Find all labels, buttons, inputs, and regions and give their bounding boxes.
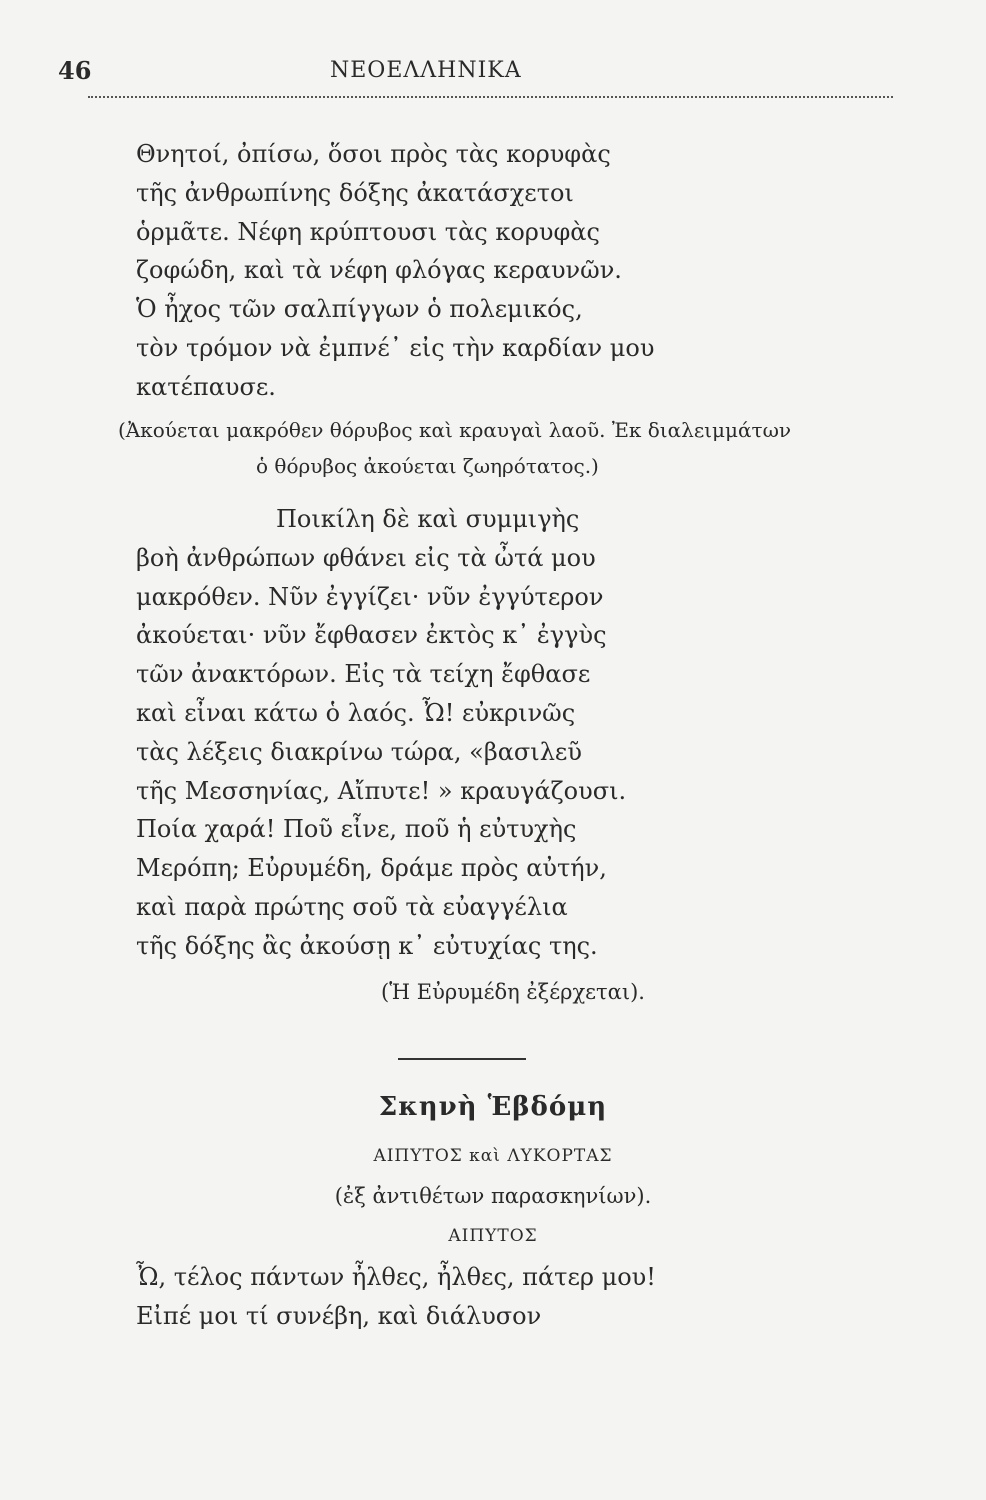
page-header xyxy=(58,52,838,92)
stage-direction-2: (Ἡ Εὐρυμέδη ἐξέρχεται). xyxy=(381,980,645,1004)
running-head: ΝΕΟΕΛΛΗΝΙΚΑ xyxy=(330,58,522,83)
verse-line: τῆς δόξης ἂς ἀκούσῃ κ᾽ εὐτυχίας της. xyxy=(136,931,598,960)
verse-line: καὶ παρὰ πρώτης σοῦ τὰ εὐαγγέλια xyxy=(136,892,568,921)
stage-direction-1 xyxy=(118,412,791,484)
scene-characters: ΑΙΠΥΤΟΣ καὶ ΛΥΚΟΡΤΑΣ xyxy=(373,1146,613,1166)
verse-line: Ποία χαρά! Ποῦ εἶνε, ποῦ ἡ εὐτυχὴς xyxy=(136,815,577,844)
verse-line: ζοφώδη, καὶ τὰ νέφη φλόγας κεραυνῶν. xyxy=(136,256,622,285)
verse-line: Μερόπη; Εὐρυμέδη, δράμε πρὸς αὐτήν, xyxy=(136,854,607,883)
header-rule xyxy=(88,96,893,98)
verse-line: τῶν ἀνακτόρων. Εἰς τὰ τείχη ἔφθασε xyxy=(136,660,591,689)
verse-line: τὰς λέξεις διακρίνω τώρα, «βασιλεῦ xyxy=(136,737,582,766)
verse-line: βοὴ ἀνθρώπων φθάνει εἰς τὰ ὦτά μου xyxy=(136,543,596,572)
verse-line: καὶ εἶναι κάτω ὁ λαός. Ὦ! εὐκρινῶς xyxy=(136,698,576,727)
verse-line: Ὦ, τέλος πάντων ἦλθες, ἦλθες, πάτερ μου! xyxy=(136,1263,656,1291)
stage-direction-line: (Ἀκούεται μακρόθεν θόρυβος καὶ κραυγαὶ λαοῦ. Ἐκ διαλειμμάτων xyxy=(118,418,792,442)
verse-line: κατέπαυσε. xyxy=(136,372,276,401)
verse-line: τὸν τρόμον νὰ ἐμπνέ᾽ εἰς τὴν καρδίαν μου xyxy=(136,333,655,362)
speaker-name: ΑΙΠΥΤΟΣ xyxy=(448,1226,538,1246)
verse-block-2 xyxy=(136,500,626,966)
verse-line: Ποικίλη δὲ καὶ συμμιγὴς xyxy=(276,505,580,533)
verse-line: τῆς ἀνθρωπίνης δόξης ἀκατάσχετοι xyxy=(136,178,574,207)
verse-line: Θνητοί, ὀπίσω, ὅσοι πρὸς τὰς κορυφὰς xyxy=(136,140,611,168)
verse-line: Εἰπέ μοι τί συνέβη, καὶ διάλυσον xyxy=(136,1301,542,1330)
verse-block-3 xyxy=(136,1258,656,1336)
scene-title: Σκηνὴ Ἑβδόμη xyxy=(378,1092,608,1122)
verse-line: ὁρμᾶτε. Νέφη κρύπτουσι τὰς κορυφὰς xyxy=(136,217,600,246)
verse-line: Ὁ ἦχος τῶν σαλπίγγων ὁ πολεμικός, xyxy=(136,295,583,324)
stage-direction-line: ὁ θόρυβος ἀκούεται ζωηρότατος.) xyxy=(256,454,599,478)
verse-block-1 xyxy=(136,135,654,407)
section-rule xyxy=(398,1058,526,1060)
page-number: 46 xyxy=(58,56,92,85)
verse-line: ἀκούεται· νῦν ἔφθασεν ἐκτὸς κ᾽ ἐγγὺς xyxy=(136,621,607,650)
verse-line: μακρόθεν. Νῦν ἐγγίζει· νῦν ἐγγύτερον xyxy=(136,582,604,611)
verse-line: τῆς Μεσσηνίας, Αἴπυτε! » κραυγάζουσι. xyxy=(136,776,627,805)
scene-setting: (ἐξ ἀντιθέτων παρασκηνίων). xyxy=(334,1184,652,1208)
